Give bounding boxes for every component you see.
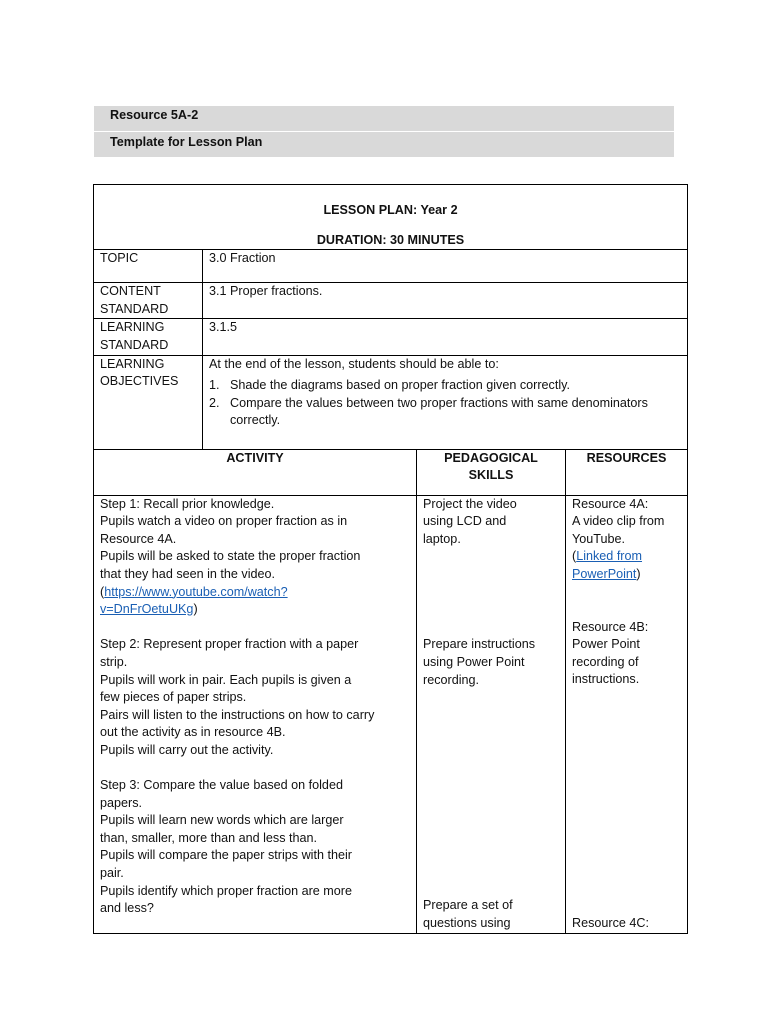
content-standard-label-cell [94,283,203,319]
step-text: pair. [100,866,124,881]
resource-text: Resource 4A: [572,496,649,511]
resource-header [94,106,674,131]
paren: ) [636,566,641,581]
step-text: Pupils will work in pair. Each pupils is given a [100,672,352,687]
youtube-link-line [100,601,410,619]
row-label: LEARNING [100,356,165,371]
objectives-value-cell [203,355,688,449]
paren: ) [193,602,198,617]
resource-text: recording of [572,654,639,669]
step-2 [100,636,410,759]
step-text: Pupils will carry out the activity. [100,742,274,757]
row-label: OBJECTIVES [100,374,179,389]
topic-label-cell [94,250,203,283]
list-number: 1. [209,378,220,393]
pedagogy-text: Prepare a set of [423,898,513,913]
youtube-link[interactable]: https://www.youtube.com/watch? [104,584,288,599]
activity-cell [94,495,417,933]
youtube-link-cont[interactable]: v=DnFrOetuUKg [100,602,194,617]
row-label: CONTENT [100,284,161,299]
step-text: out the activity as in resource 4B. [100,725,286,740]
resource-text: Resource 4C: [572,915,649,930]
row-label: LEARNING [100,320,165,335]
pedagogical-header-cell [417,449,566,495]
row-label: TOPIC [100,251,139,266]
pedagogy-text: using LCD and [423,514,507,529]
spacer [572,584,681,619]
resource-label: Resource 5A-2 [110,108,199,122]
lesson-duration: DURATION: 30 MINUTES [316,232,465,247]
step-text: few pieces of paper strips. [100,690,247,705]
pedagogy-text: using Power Point [423,654,525,669]
content-standard-value: 3.1 Proper fractions. [209,284,323,299]
step-text: Pupils will learn new words which are larger [100,813,344,828]
list-number: 2. [209,395,220,410]
step-text: and less? [100,901,154,916]
topic-value: 3.0 Fraction [209,251,276,266]
resources-header-cell [566,449,688,495]
pedagogy-text: Prepare instructions [423,637,535,652]
content-standard-row [94,283,688,319]
topic-row [94,250,688,283]
template-header [94,132,674,157]
spacer [100,619,410,637]
step-1 [100,496,410,619]
activity-header: ACTIVITY [226,450,284,465]
step-text: Step 3: Compare the value based on folded [100,778,343,793]
learning-standard-value-cell [203,319,688,355]
pedagogy-cell [417,495,566,933]
pedagogical-header-line2: SKILLS [468,468,514,483]
content-standard-value-cell [203,283,688,319]
step-text: than, smaller, more than and less than. [100,830,318,845]
topic-value-cell [203,250,688,283]
step-text: Pairs will listen to the instructions on how to carry [100,707,375,722]
pedagogical-header: PEDAGOGICAL [444,450,538,465]
step-text: Step 2: Represent proper fraction with a paper [100,637,359,652]
step-text: Pupils will be asked to state the proper fraction [100,549,361,564]
title-cell [94,185,688,250]
powerpoint-link-cont[interactable]: PowerPoint [572,566,637,581]
step-text: strip. [100,654,128,669]
row-label: STANDARD [100,337,169,352]
powerpoint-link-line [572,548,681,566]
resource-text: A video clip from [572,514,665,529]
paren: ( [572,549,577,564]
step-text: papers. [100,795,143,810]
step-text: Resource 4A. [100,531,177,546]
spacer [423,548,559,636]
list-text: Shade the diagrams based on proper fraction given correctly. [230,378,570,393]
spacer [100,759,410,777]
objectives-label-cell [94,355,203,449]
lesson-plan-title: LESSON PLAN: Year 2 [323,203,458,217]
powerpoint-link[interactable]: Linked from [576,549,643,564]
objectives-row [94,355,688,449]
activity-header-cell [94,449,417,495]
column-header-row [94,449,688,495]
pedagogy-text: recording. [423,672,480,687]
title-row [94,185,688,250]
learning-standard-label-cell [94,319,203,355]
list-text: Compare the values between two proper fractions with same denominators correctly. [230,395,648,428]
learning-standard-value: 3.1.5 [209,320,238,335]
template-title: Template for Lesson Plan [110,135,263,149]
activity-body-row [94,495,688,933]
pedagogy-text: questions using [423,915,511,930]
step-text: Pupils will compare the paper strips with their [100,848,352,863]
resource-text: Resource 4B: [572,619,649,634]
step-text: Step 1: Recall prior knowledge. [100,496,275,511]
objectives-list [209,377,681,430]
pedagogy-step3 [423,897,513,932]
resources-header: RESOURCES [586,450,667,465]
paren: ( [100,584,105,599]
powerpoint-link-line [572,566,681,584]
objectives-intro: At the end of the lesson, students should be able to: [209,356,499,371]
step-text: that they had seen in the video. [100,566,276,581]
resource-text: YouTube. [572,531,625,546]
row-label: STANDARD [100,301,169,316]
pedagogy-text: Project the video [423,496,517,511]
pedagogy-text: laptop. [423,531,461,546]
step-text: Pupils identify which proper fraction are more [100,883,352,898]
resource-text: Power Point [572,637,640,652]
step-text: Pupils watch a video on proper fraction as in [100,514,348,529]
resource-text: instructions. [572,672,640,687]
resource-step3 [572,915,649,933]
learning-standard-row [94,319,688,355]
youtube-link-line [100,584,410,602]
list-item [209,377,681,395]
step-3 [100,777,410,918]
lesson-plan-table [93,184,688,934]
list-item [209,395,681,430]
resources-cell [566,495,688,933]
